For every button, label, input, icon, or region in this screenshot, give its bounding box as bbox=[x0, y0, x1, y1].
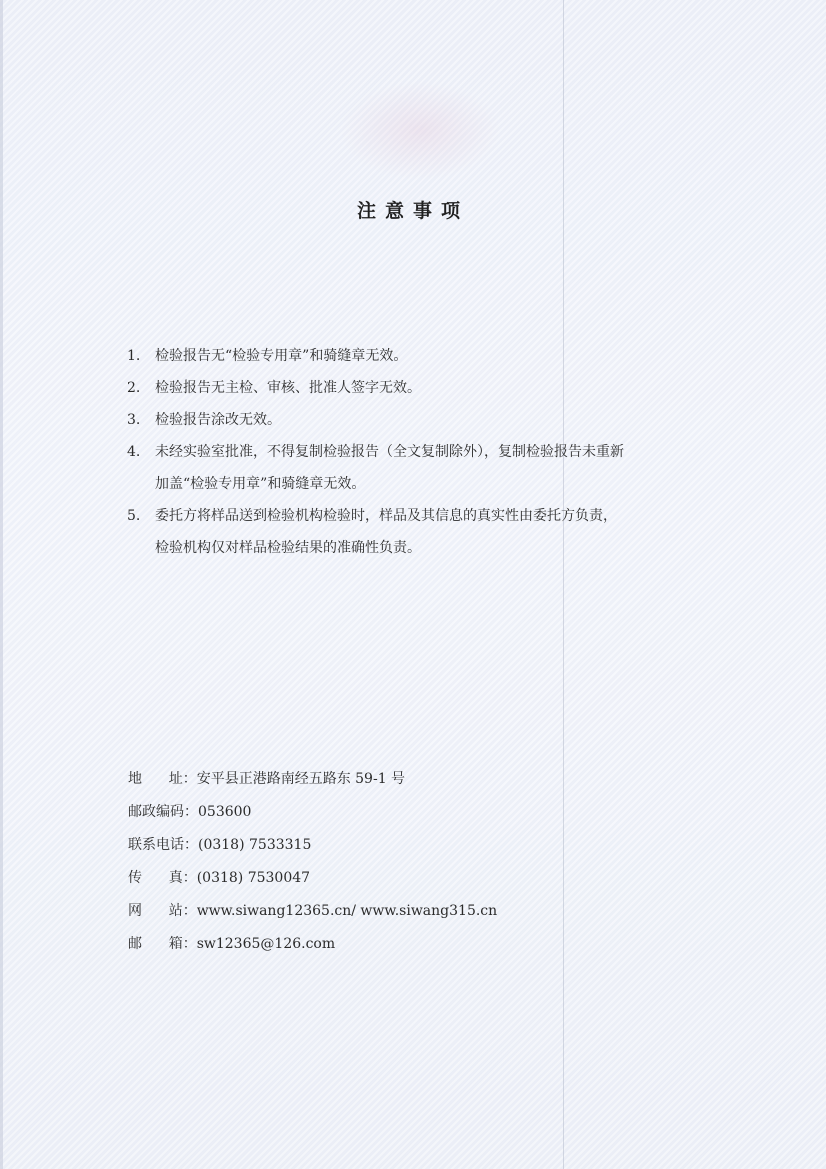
note-number: 3. bbox=[127, 412, 141, 428]
postcode-row bbox=[128, 798, 648, 831]
phone-label: 联系电话： bbox=[128, 837, 198, 853]
note-text-continued: 检验机构仅对样品检验结果的准确性负责。 bbox=[155, 540, 421, 556]
note-text: 检验报告无主检、审核、批准人签字无效。 bbox=[155, 380, 421, 396]
note-number: 2. bbox=[127, 380, 141, 396]
page-fold-line bbox=[563, 0, 564, 1169]
note-text: 未经实验室批准，不得复制检验报告（全文复制除外），复制检验报告未重新 bbox=[155, 444, 624, 460]
postcode-label: 邮政编码： bbox=[128, 804, 198, 820]
note-text: 检验报告无“检验专用章”和骑缝章无效。 bbox=[155, 348, 408, 364]
contact-info bbox=[128, 765, 648, 963]
postcode-value: 053600 bbox=[198, 804, 252, 820]
note-item-2 bbox=[127, 372, 727, 404]
note-text: 委托方将样品送到检验机构检验时，样品及其信息的真实性由委托方负责， bbox=[155, 508, 617, 524]
page-edge bbox=[0, 0, 3, 1169]
page-title: 注意事项 bbox=[356, 200, 469, 222]
note-text: 检验报告涂改无效。 bbox=[155, 412, 281, 428]
note-number: 5. bbox=[127, 508, 141, 524]
email-value: sw12365@126.com bbox=[196, 936, 336, 952]
faded-stamp-mark bbox=[340, 80, 500, 180]
note-number: 1. bbox=[127, 348, 141, 364]
note-item-5 bbox=[127, 500, 727, 564]
address-label: 地 址： bbox=[128, 771, 197, 787]
phone-row bbox=[128, 831, 648, 864]
fax-value: (0318) 7530047 bbox=[196, 870, 311, 886]
email-label: 邮 箱： bbox=[128, 936, 197, 952]
note-text-continued: 加盖“检验专用章”和骑缝章无效。 bbox=[155, 476, 366, 492]
note-item-4 bbox=[127, 436, 727, 500]
website-label: 网 站： bbox=[128, 903, 197, 919]
notes-list bbox=[127, 340, 727, 564]
note-number: 4. bbox=[127, 444, 141, 460]
fax-label: 传 真： bbox=[128, 870, 197, 886]
website-row bbox=[128, 897, 648, 930]
note-item-3 bbox=[127, 404, 727, 436]
website-value: www.siwang12365.cn/ www.siwang315.cn bbox=[196, 903, 498, 919]
address-value: 安平县正港路南经五路东 59-1 号 bbox=[196, 771, 406, 787]
phone-value: (0318) 7533315 bbox=[198, 837, 312, 853]
fax-row bbox=[128, 864, 648, 897]
email-row bbox=[128, 930, 648, 963]
address-row bbox=[128, 765, 648, 798]
note-item-1 bbox=[127, 340, 727, 372]
